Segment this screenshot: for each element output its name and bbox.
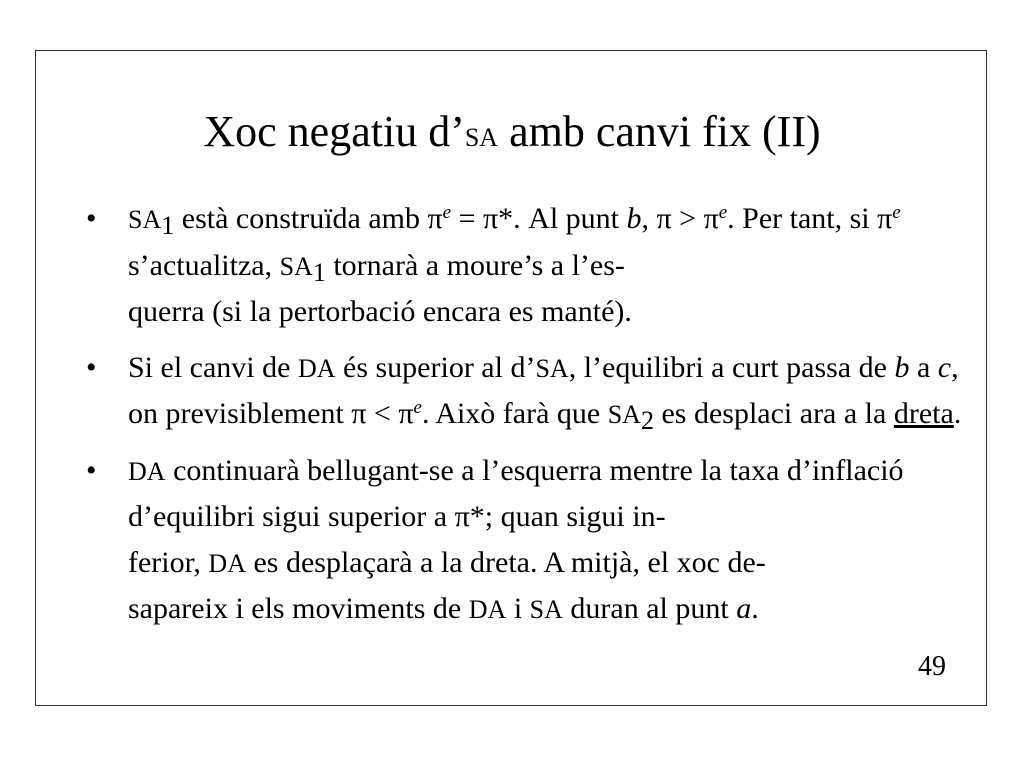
text-run: es desplaci ara a la	[653, 397, 894, 430]
text-run: DA	[128, 456, 166, 486]
text-run: c	[937, 350, 952, 384]
text-run: querra (si la pertorbació encara es manté).	[128, 295, 632, 328]
title-text-start: Xoc negatiu d’	[203, 107, 465, 156]
title-abbreviation: SA	[464, 123, 499, 152]
text-run: és superior al d’	[335, 350, 536, 384]
text-run: s’actualitza,	[128, 248, 280, 282]
bullet-text	[128, 202, 901, 328]
text-run: , on previsiblement π < π	[128, 350, 959, 430]
bullet-list	[82, 196, 962, 643]
text-run: SA	[279, 251, 313, 281]
text-run: tornarà a moure’s a l’es-	[325, 248, 625, 282]
text-run: = π*. Al punt	[451, 202, 627, 235]
text-run: 1	[312, 257, 326, 287]
text-run: duran al punt	[562, 592, 737, 625]
text-run: , l’equilibri a curt passa de	[568, 350, 895, 384]
bullet-text	[128, 350, 962, 435]
bullet-item	[82, 345, 962, 438]
text-run: Si el canvi de	[128, 350, 298, 384]
text-run: DA	[297, 353, 336, 383]
text-run: a	[736, 592, 752, 625]
text-run: continuarà bellugant-se a l’esquerra mentre la taxa d’inflació d’equilibri sigui superior a π*; quan sigui in-	[128, 453, 904, 533]
text-run: . Per tant, si π	[727, 202, 893, 235]
text-run: es desplaçarà a la dreta. A mitjà, el xoc de-	[245, 545, 766, 579]
text-run: . Això farà que	[421, 397, 608, 430]
text-run: e	[413, 397, 422, 418]
slide-title	[0, 104, 1024, 166]
text-run: sapareix i els moviments de	[128, 592, 469, 625]
text-run: a	[909, 350, 938, 384]
title-text-end: amb canvi fix (II)	[498, 107, 821, 156]
bullet-dot-icon: •	[86, 453, 97, 487]
text-run: DA	[208, 548, 246, 578]
bullet-item	[82, 448, 962, 633]
bullet-dot-icon: •	[86, 350, 97, 384]
text-run: està construïda amb π	[174, 202, 443, 235]
bullet-item	[82, 196, 962, 335]
text-run: e	[892, 202, 901, 223]
text-run: SA	[607, 400, 641, 429]
text-run: SA	[535, 353, 569, 383]
text-run: i	[506, 592, 530, 625]
text-run: b	[626, 202, 642, 235]
text-run: DA	[468, 595, 507, 624]
bullet-dot-icon: •	[86, 202, 97, 235]
text-run: .	[751, 592, 759, 625]
text-run: b	[894, 350, 910, 384]
bullet-text	[128, 454, 904, 626]
text-run: .	[953, 397, 962, 430]
text-run: 1	[161, 211, 175, 240]
text-run: ferior,	[128, 545, 209, 579]
text-run: e	[718, 202, 728, 223]
text-run: SA	[128, 205, 162, 234]
text-run: dreta	[893, 397, 954, 430]
page-number: 49	[918, 651, 946, 682]
text-run: 2	[640, 406, 654, 435]
text-run: e	[442, 202, 452, 223]
text-run: , π > π	[641, 202, 719, 235]
text-run: SA	[529, 595, 563, 624]
